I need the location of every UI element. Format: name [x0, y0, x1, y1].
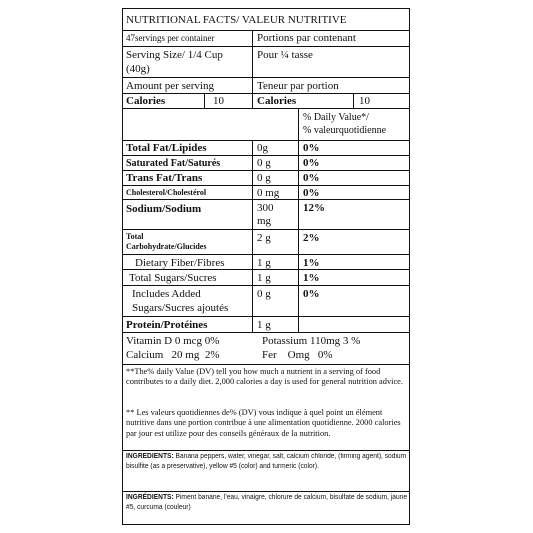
nutrient-name: Includes Added: [132, 288, 201, 300]
ingredients-fr-label: INGRÉDIENTS:: [126, 494, 174, 501]
divider: [123, 155, 409, 156]
serving-size-en: Serving Size/ 1/4 Cup: [126, 49, 223, 61]
serving-size-en-grams: (40g): [126, 63, 150, 75]
footnote-en: **The% daily Value (DV) tell you how much a nutrient in a serving of food contributes to a daily diet. 2,000 calories a day is used for general nutrition advice.: [126, 367, 403, 387]
vitamin-d: Vitamin D 0 mcg 0%: [126, 335, 220, 347]
calories-fr-label: Calories: [257, 95, 297, 107]
nutrient-dv: 12%: [303, 202, 325, 214]
daily-value-header: % Daily Value*/: [303, 112, 369, 123]
nutrient-amount: 1 g: [257, 319, 271, 331]
divider: [123, 46, 409, 47]
divider: [123, 316, 409, 317]
nutrient-amount: 1 g: [257, 272, 271, 284]
divider: [123, 254, 409, 255]
divider: [252, 30, 253, 93]
calories-en-label: Calories: [126, 95, 166, 107]
ingredients-en: [126, 452, 407, 473]
divider: [353, 93, 354, 108]
divider: [123, 185, 409, 186]
nutrient-dv: 0%: [303, 288, 320, 300]
serving-size-fr: Pour ¼ tasse: [257, 49, 313, 61]
divider: [123, 93, 409, 94]
nutrient-amount: 300: [257, 202, 274, 214]
nutrient-amount: 0 g: [257, 157, 271, 169]
nutrient-dv: 1%: [303, 257, 320, 269]
nutrient-name: Protein/Protéines: [126, 319, 208, 331]
calcium: Calcium 20 mg 2%: [126, 349, 220, 361]
divider: [123, 170, 409, 171]
nutrient-amount: 0 g: [257, 288, 271, 300]
divider: [123, 199, 409, 200]
divider: [204, 93, 205, 108]
footnote-fr: ** Les valeurs quotidiennes de% (DV) vous indique à quel point un élément nutritive dans une portion contribue à une alimentation quotidienne. 2000 calories par jour est utilize pour des conseils généraux de la nutrition.: [126, 408, 401, 438]
divider: [252, 93, 253, 108]
nutrient-amount-unit: mg: [257, 215, 272, 227]
nutrient-dv: 1%: [303, 272, 320, 284]
nutrient-name: Total Sugars/Sucres: [129, 272, 217, 284]
divider: [123, 30, 409, 31]
nutrient-name: Saturated Fat/Saturés: [126, 158, 221, 169]
divider: [298, 140, 299, 332]
ingredients-fr: [126, 493, 407, 514]
nutrient-amount: 0 mg: [257, 187, 280, 199]
nutrient-name: Dietary Fiber/Fibres: [135, 257, 225, 269]
divider: [123, 332, 409, 333]
calories-en-value: 10: [213, 95, 224, 107]
nutrient-dv: 2%: [303, 232, 320, 244]
divider: [123, 450, 409, 451]
divider: [123, 108, 409, 109]
nutrient-name: Cholesterol/Cholestérol: [126, 188, 207, 197]
calories-fr-value: 10: [359, 95, 370, 107]
divider: [123, 491, 409, 492]
nutrient-amount: 2 g: [257, 232, 271, 244]
nutrient-amount: 0g: [257, 142, 268, 154]
ingredients-en-text: Banana peppers, water, vinegar, salt, calcium chloride, (firming agent), sodium bisulfite (as a preservative), yellow #5 (color) and turmeric (color).: [126, 453, 407, 471]
nutrient-dv: 0%: [303, 172, 320, 184]
potassium: Potassium 110mg 3 %: [262, 335, 361, 347]
nutrient-name-line-2: Carbohydrate/Glucides: [126, 242, 207, 251]
nutrient-dv: 0%: [303, 142, 320, 154]
divider: [123, 229, 409, 230]
nutrient-name: Trans Fat/Trans: [126, 172, 203, 184]
divider: [123, 140, 409, 141]
servings-per-container-en: 47servings per container: [126, 33, 215, 43]
divider: [123, 77, 409, 78]
ingredients-en-label: INGREDIENTS:: [126, 453, 174, 460]
divider: [123, 269, 409, 270]
nutrient-amount: 0 g: [257, 172, 271, 184]
amount-per-serving-fr: Teneur par portion: [257, 80, 339, 92]
nutrient-name: Total Fat/Lipides: [126, 142, 207, 154]
servings-per-container-fr: Portions par contenant: [257, 32, 356, 44]
nutrient-dv: 0%: [303, 187, 320, 199]
label-title: NUTRITIONAL FACTS/ VALEUR NUTRITIVE: [126, 14, 347, 26]
nutrient-dv: 0%: [303, 157, 320, 169]
iron: Fer Omg 0%: [262, 349, 333, 361]
divider: [123, 285, 409, 286]
divider: [252, 140, 253, 332]
nutrient-name-line-2: Sugars/Sucres ajoutés: [132, 302, 229, 314]
nutrient-amount: 1 g: [257, 257, 271, 269]
daily-value-header-fr: % valeurquotidienne: [303, 125, 387, 136]
nutrient-name: Total: [126, 232, 144, 241]
nutrient-name: Sodium/Sodium: [126, 203, 202, 215]
nutrition-facts-label: [122, 8, 410, 525]
divider: [123, 364, 409, 365]
amount-per-serving-en: Amount per serving: [126, 80, 214, 92]
divider: [298, 108, 299, 140]
ingredients-fr-text: Piment banane, l'eau, vinaigre, chlorure de calcium, bisulfate de sodium, jaune #5, curcuma (couleur): [126, 494, 408, 512]
